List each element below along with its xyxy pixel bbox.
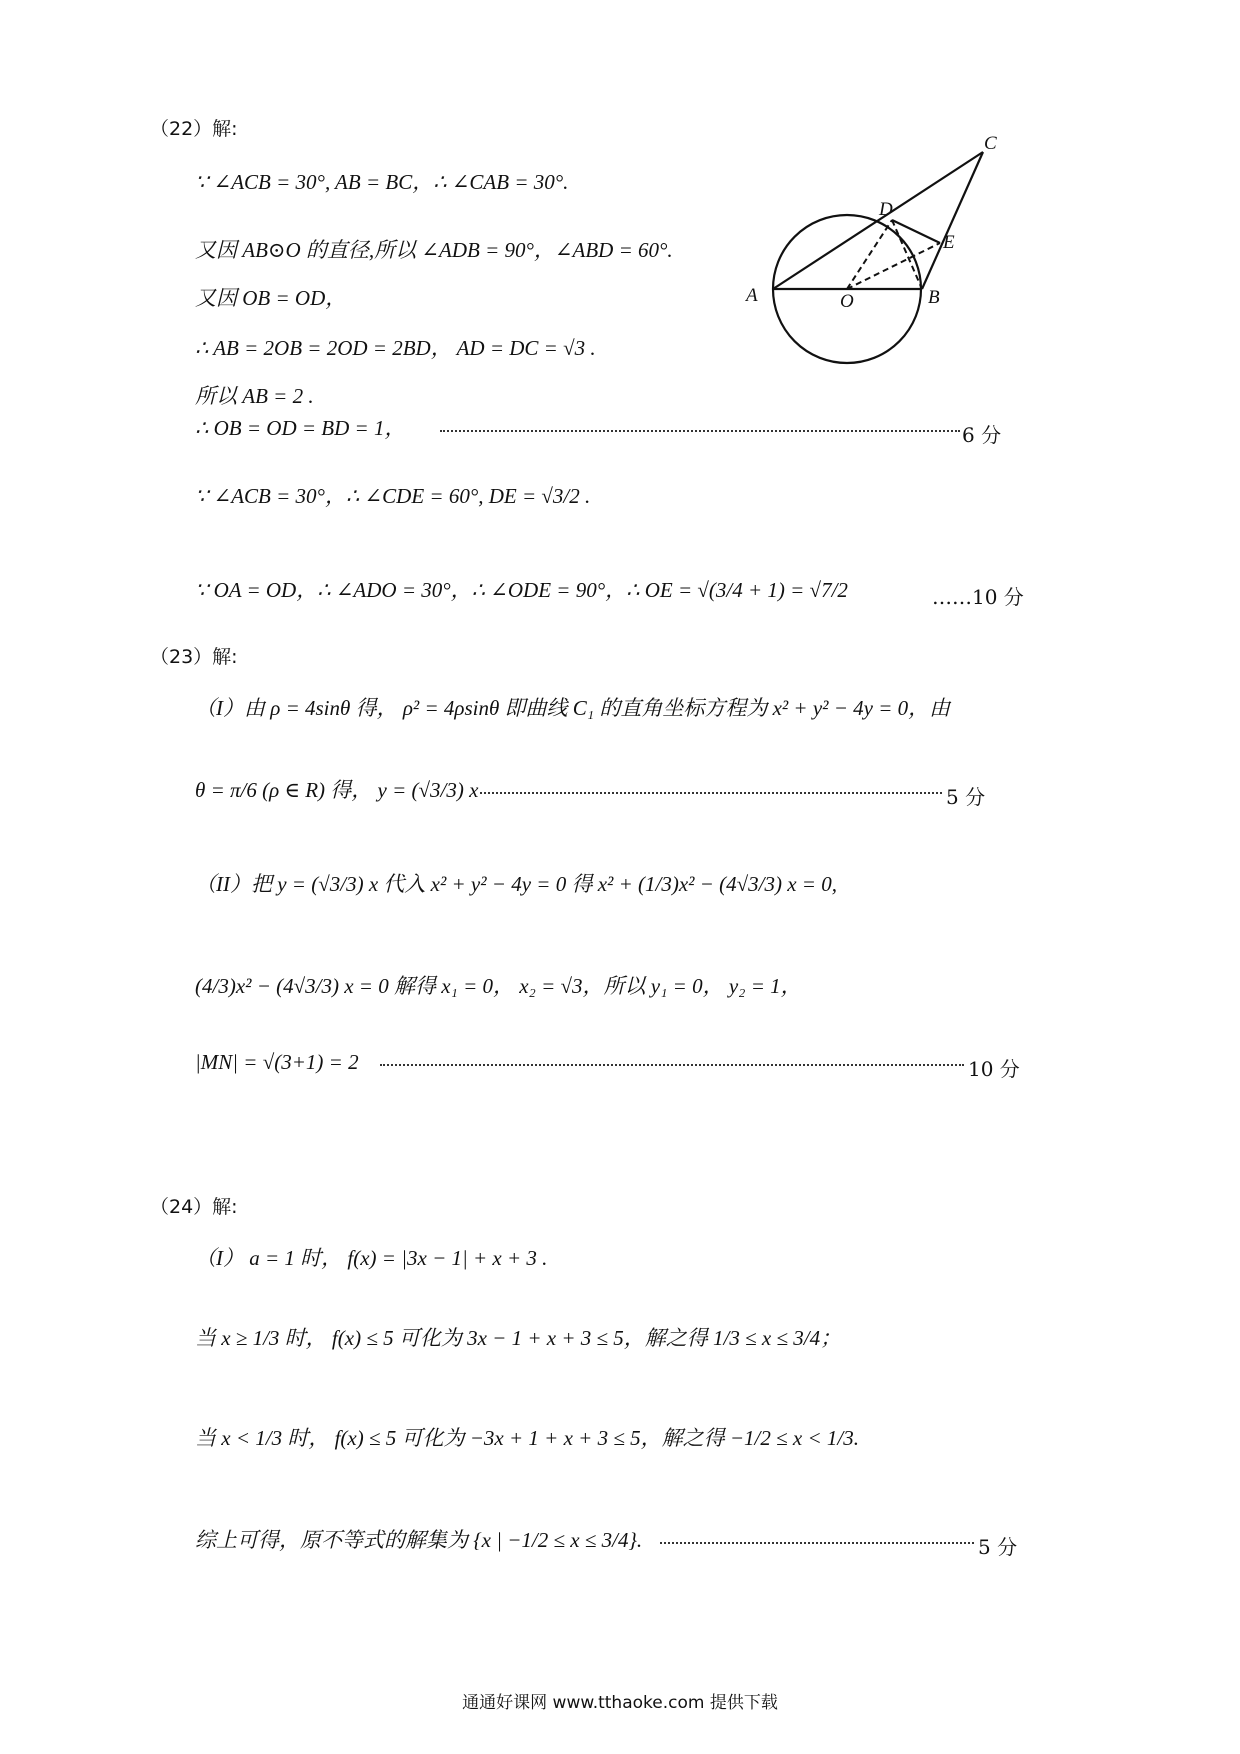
dot-leader (480, 792, 942, 794)
score-mark: 10 分 (968, 1057, 1020, 1081)
segment-de (892, 220, 940, 243)
label-e: E (943, 232, 955, 253)
q23-line-1: （I）由 ρ = 4sinθ 得， ρ² = 4ρsinθ 即曲线 C₁ 的直角坐标方程为 x² + y² − 4y = 0，由 (195, 696, 951, 720)
label-o: O (840, 291, 854, 312)
label-c: C (984, 133, 997, 154)
q24-heading: （24）解: (150, 1196, 238, 1218)
q23-heading: （23）解: (150, 646, 238, 668)
q22-line-4: ∴ AB = 2OB = 2OD = 2BD， AD = DC = √3 . (195, 336, 596, 360)
q24-line-4: 综上可得，原不等式的解集为 {x | −1/2 ≤ x ≤ 3/4}. (195, 1528, 643, 1552)
score-mark: 6 分 (962, 423, 1002, 447)
q22-line-3: 又因 OB = OD， (195, 286, 347, 310)
dot-leader (440, 430, 960, 432)
dot-leader (660, 1542, 974, 1544)
score-mark: 5 分 (946, 785, 986, 809)
q23-line-4: (4/3)x² − (4√3/3) x = 0 解得 x₁ = 0， x₂ = √3，所以 y₁ = 0， y₂ = 1， (195, 974, 802, 998)
q24-line-2: 当 x ≥ 1/3 时， f(x) ≤ 5 可化为 3x − 1 + x + 3 ≤ 5，解之得 1/3 ≤ x ≤ 3/4； (195, 1326, 842, 1350)
q22-line-2: 又因 AB⊙O 的直径,所以 ∠ADB = 90°，∠ABD = 60°. (195, 238, 673, 262)
label-a: A (746, 285, 758, 306)
label-b: B (928, 287, 940, 308)
geometry-figure (740, 125, 1020, 375)
q22-heading: （22）解: (150, 118, 238, 140)
q22-line-5: 所以 AB = 2 . (195, 384, 314, 408)
dot-leader (380, 1064, 964, 1066)
q23-line-5: |MN| = √(3+1) = 2 (195, 1050, 359, 1074)
q24-line-3: 当 x < 1/3 时， f(x) ≤ 5 可化为 −3x + 1 + x + 3 ≤ 5，解之得 −1/2 ≤ x < 1/3. (195, 1426, 859, 1450)
q22-line-1: ∵ ∠ACB = 30°, AB = BC，∴ ∠CAB = 30°. (195, 170, 569, 194)
q24-line-1: （I） a = 1 时， f(x) = |3x − 1| + x + 3 . (195, 1246, 548, 1270)
page-footer: 通通好课网 www.tthaoke.com 提供下载 (462, 1693, 778, 1713)
score-mark: 5 分 (978, 1535, 1018, 1559)
q23-line-2: θ = π/6 (ρ ∈ R) 得， y = (√3/3) x (195, 778, 479, 802)
score-mark: ……10 分 (932, 585, 1024, 609)
q22-line-7: ∵ ∠ACB = 30°，∴ ∠CDE = 60°, DE = √3/2 . (195, 484, 591, 508)
segment-db (892, 220, 922, 289)
q23-line-3: （II）把 y = (√3/3) x 代入 x² + y² − 4y = 0 得 x² + (1/3)x² − (4√3/3) x = 0, (195, 872, 837, 896)
q22-line-8: ∵ OA = OD，∴ ∠ADO = 30°，∴ ∠ODE = 90°，∴ OE = √(3/4 + 1) = √7/2 (195, 578, 848, 602)
label-d: D (879, 199, 893, 220)
q22-line-6: ∴ OB = OD = BD = 1， (195, 416, 406, 440)
